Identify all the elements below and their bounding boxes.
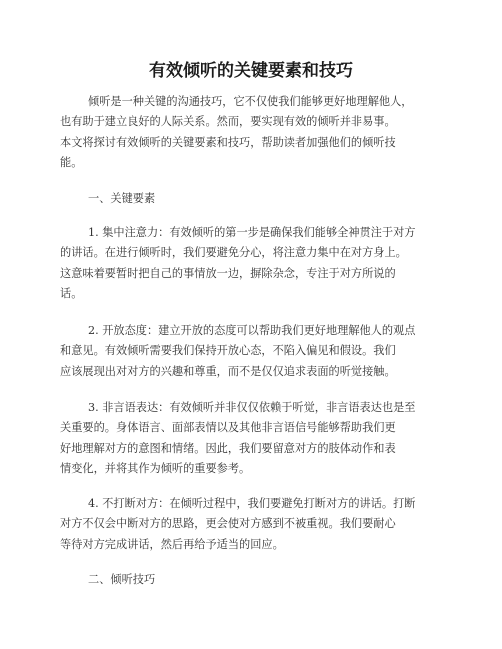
item-1-line: 这意味着要暂时把自己的事情放一边，摒除杂念，专注于对方所说的 xyxy=(60,266,396,280)
item-4-line: 4. 不打断对方：在倾听过程中，我们要避免打断对方的讲话。打断 xyxy=(88,497,416,510)
item-4-line: 对方不仅会中断对方的思路，更会使对方感到不被重视。我们要耐心 xyxy=(60,517,396,531)
item-3-line: 情变化，并将其作为倾听的重要参考。 xyxy=(60,462,251,476)
item-1-line: 的讲话。在进行倾听时，我们要避免分心，将注意力集中在对方身上。 xyxy=(60,246,407,260)
item-2-paragraph xyxy=(60,321,460,382)
item-1-paragraph xyxy=(60,223,460,305)
intro-line: 也有助于建立良好的人际关系。然而，要实现有效的倾听并非易事。 xyxy=(60,115,396,129)
item-1-line: 1. 集中注意力：有效倾听的第一步是确保我们能够全神贯注于对方 xyxy=(88,226,416,239)
intro-line: 本文将探讨有效倾听的关键要素和技巧，帮助读者加强他们的倾听技 xyxy=(60,135,396,149)
intro-line: 能。 xyxy=(60,156,83,170)
document-title: 有效倾听的关键要素和技巧 xyxy=(149,61,353,81)
section-heading-key-elements xyxy=(60,189,460,209)
section-heading-listening-skills xyxy=(60,570,460,590)
item-2-line: 2. 开放态度：建立开放的态度可以帮助我们更好地理解他人的观点 xyxy=(88,324,416,337)
section-heading-text: 二、倾听技巧 xyxy=(88,573,156,586)
item-4-line: 等待对方完成讲话，然后再给予适当的回应。 xyxy=(60,537,284,551)
intro-line: 倾听是一种关键的沟通技巧，它不仅使我们能够更好地理解他人， xyxy=(88,95,413,108)
section-heading-text: 一、关键要素 xyxy=(88,192,156,205)
intro-paragraph xyxy=(60,92,460,174)
item-3-line: 好地理解对方的意图和情绪。因此，我们要留意对方的肢体动作和表 xyxy=(60,441,396,455)
item-3-line: 关重要的。身体语言、面部表情以及其他非言语信号能够帮助我们更 xyxy=(60,421,396,435)
item-2-line: 应该展现出对对方的兴趣和尊重，而不是仅仅追求表面的听觉接触。 xyxy=(60,364,396,378)
item-2-line: 和意见。有效倾听需要我们保持开放心态，不陷入偏见和假设。我们 xyxy=(60,344,396,358)
item-4-paragraph xyxy=(60,494,460,555)
item-3-line: 3. 非言语表达：有效倾听并非仅仅依赖于听觉，非言语表达也是至 xyxy=(88,401,416,414)
item-3-paragraph xyxy=(60,398,460,480)
item-1-line: 话。 xyxy=(60,287,83,301)
